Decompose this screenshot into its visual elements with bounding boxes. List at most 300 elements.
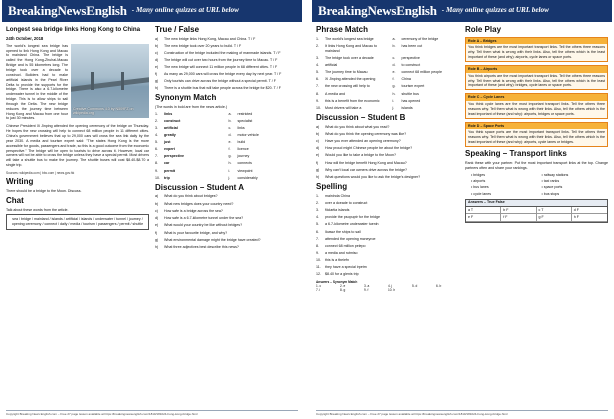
question-text: Have you ever attended an opening ceremony? <box>325 139 401 144</box>
synonym-item[interactable] <box>229 169 299 174</box>
synonym-item-word: journey <box>237 154 250 159</box>
synonym-item[interactable] <box>155 112 225 117</box>
spelling-item[interactable] <box>316 201 459 206</box>
footer-copyright[interactable]: Copyright Breaking News English.com – Free 27 page lesson available at https://breakingnewsenglish.com/1810/181024-hong-kong-bridge.html <box>316 411 508 416</box>
answer-table-row <box>466 207 607 214</box>
synonym-match-title: Synonym Match <box>155 92 217 102</box>
synonym-item[interactable] <box>155 133 225 138</box>
answer-table-cell: h F <box>573 215 579 220</box>
synonym-item[interactable] <box>229 126 299 131</box>
speaking-item[interactable]: • cycle lanes <box>471 191 492 196</box>
answer-cell: 8. g <box>340 288 346 293</box>
discussion-question <box>316 175 459 180</box>
phrase-match-item[interactable] <box>393 84 460 89</box>
phrase-item-label: j. <box>392 105 395 110</box>
right-column <box>155 26 298 407</box>
bridge-shape <box>71 77 149 92</box>
question-label: a) <box>316 124 320 129</box>
synonym-item-label: b. <box>228 118 232 123</box>
role-card-body: You think airports are the most important transport links. Tell the others three reasons why. Tell them what is wrong with their links. Also, tell the others which is the least important of these (and why): bridges, cycle lanes or space ports. <box>466 73 607 90</box>
phrase-item-label: 8. <box>316 91 319 96</box>
tf-item[interactable] <box>155 37 298 42</box>
synonym-item-label: f. <box>228 147 231 152</box>
speaking-item-text: taxi ranks <box>543 179 560 183</box>
question-text: How safe is a bridge across the sea? <box>164 208 223 213</box>
spelling-item[interactable] <box>316 272 459 277</box>
tf-item-label: a) <box>155 36 159 41</box>
answer-cell: 2. e <box>340 283 346 288</box>
discussion-question <box>155 231 298 236</box>
phrase-item-label: 6. <box>316 77 319 82</box>
speaking-item[interactable]: • railway stations <box>541 172 569 177</box>
speaking-item-text: airports <box>473 179 486 183</box>
spelling-item-text: fiiclartia islands <box>325 208 350 213</box>
question-label: c) <box>316 139 319 144</box>
phrase-item-label: a. <box>392 36 396 41</box>
answer-cell: 7. i <box>316 288 321 293</box>
synonym-item-label: 1. <box>155 111 158 116</box>
question-label: c) <box>155 208 158 213</box>
spelling-item-label: 6. <box>316 229 319 234</box>
synonym-item-word: links <box>164 111 173 116</box>
synonym-item-word: permit <box>164 168 175 173</box>
role-card <box>465 37 608 62</box>
synonym-item-label: 6. <box>155 147 158 152</box>
phrase-match-item[interactable] <box>393 63 460 68</box>
phrase-item-text: China <box>401 77 411 82</box>
true-false-list <box>155 37 298 91</box>
tf-item[interactable] <box>155 72 298 77</box>
answer-table-cell: a T <box>466 207 501 213</box>
spelling-item-label: 12. <box>316 272 321 277</box>
spelling-item[interactable] <box>316 251 459 256</box>
answer-table-cell: e F <box>466 214 501 220</box>
phrase-match-item[interactable] <box>393 77 460 82</box>
tf-item[interactable] <box>155 79 298 84</box>
page-footer <box>6 410 298 416</box>
answer-table <box>465 199 608 223</box>
role-card-heading: Role D – Space Ports <box>466 123 607 129</box>
synonym-item[interactable] <box>229 133 299 138</box>
tf-item[interactable] <box>155 86 298 91</box>
question-text: What environmental damage might the bridge have created? <box>164 237 261 242</box>
discussion-b-title: Discussion – Student B <box>316 112 406 122</box>
synonym-item-label: 9. <box>155 168 158 173</box>
synonym-item-word: connects <box>237 161 252 166</box>
spelling-item[interactable] <box>316 230 459 235</box>
spelling-item[interactable] <box>316 237 459 242</box>
phrase-match-item[interactable] <box>393 44 460 54</box>
spelling-item[interactable] <box>316 215 459 220</box>
role-card-body: You think cycle lanes are the most important transport links. Tell the others three reasons why. Tell them what is wrong with their links. Also, tell the others which is the least important of these (and why): airports, bridges or space ports. <box>466 101 607 118</box>
chat-prompt: Talk about these words from the article. <box>6 207 69 212</box>
photo-caption: Creative Commons 4.0 by N509FZ on wikipedia.org <box>73 106 134 116</box>
chat-word-box: sea / bridge / mainland / islands / artificial / islands / underwater / tunnel / journey / opening ceremony / connect / daily / media / tourism / passengers / permit / shuttle <box>6 214 149 230</box>
spelling-item-text: connect 68 million pelepo <box>325 243 366 248</box>
spelling-item[interactable] <box>316 265 459 270</box>
synonym-item-word: viewpoint <box>237 168 253 173</box>
phrase-item-text: has been cut <box>401 43 423 48</box>
question-text: Why can't local car owners drive across the bridge? <box>325 167 407 172</box>
bridge-pillar <box>91 72 94 90</box>
spelling-item-text: lloawz the ships to sail <box>325 229 361 234</box>
brand-title[interactable]: BreakingNewsEnglish <box>318 3 437 19</box>
answer-cell: 9. f <box>364 288 369 293</box>
question-text: What is your favourite bridge, and why? <box>164 230 228 235</box>
phrase-match-item[interactable] <box>316 70 383 75</box>
answer-table-cell: d F <box>573 207 579 212</box>
discussion-question <box>316 161 459 166</box>
phrase-match-item[interactable] <box>316 44 383 54</box>
role-card <box>465 65 608 90</box>
synonym-item-label: 10. <box>155 175 160 180</box>
speaking-item[interactable]: • airports <box>471 179 486 183</box>
synonym-item-label: h. <box>228 161 232 166</box>
spelling-item[interactable] <box>316 222 459 227</box>
article-paragraph-2: Chinese President Xi Jinping attended the opening ceremony of the bridge on Thursday. He hopes the new crossing will help to connect 68 million people in 11 different cities. China's government believes that up to 29,000 cars will cross the sea link daily by the year 2030. A media and tourism expert said: "The states Hong Kong is the more accessible for goods, passengers and trade, so this is a good outcome from the economic perspective." The bridge will be open to tourists to drive across it. However, local car owners will not be able to cross the bridge unless they have a special permit. Most drivers will take a shuttle bus to make the journey. The shuttle buses will cost $8.40-$8.70 a single trip. <box>6 124 149 168</box>
discussion-a-list <box>155 194 298 249</box>
discussion-b-list <box>316 125 459 180</box>
discussion-question <box>155 245 298 250</box>
discussion-question <box>155 223 298 228</box>
role-card-heading: Role C – Cycle Lanes <box>466 94 607 100</box>
synonym-item-word: considerably <box>237 175 258 180</box>
phrase-match-item[interactable] <box>393 70 460 75</box>
chat-title: Chat <box>6 195 24 205</box>
synonym-item-word: greatly <box>164 132 176 137</box>
answer-cell: 5. d <box>412 283 418 288</box>
synonym-item-word: just <box>164 140 171 145</box>
tf-item-text: Construction of the bridge included the making of manmade islands. T / F <box>164 50 281 55</box>
synonym-item[interactable] <box>229 119 299 124</box>
synonym-item[interactable] <box>229 147 299 152</box>
role-card-heading: Role B – Airports <box>466 66 607 72</box>
phrase-item-text: artificial <box>325 63 338 68</box>
spelling-item-text: a 6.7-kilometre underwater tuenln <box>325 222 379 227</box>
synonym-item[interactable] <box>155 154 225 159</box>
phrase-item-text: A media and <box>325 91 345 96</box>
spelling-item[interactable] <box>316 194 459 199</box>
phrase-match-item[interactable] <box>316 63 383 68</box>
synonym-item-label: 2. <box>155 118 158 123</box>
right-column <box>465 26 608 407</box>
phrase-match-item[interactable] <box>316 37 383 42</box>
answer-table-cell: f F <box>501 214 536 220</box>
synonym-item[interactable] <box>155 176 225 181</box>
phrase-item-label: 2. <box>316 43 319 48</box>
article-photo <box>71 44 149 118</box>
tf-item-label: c) <box>155 50 158 55</box>
phrase-match-item[interactable] <box>393 56 460 61</box>
discussion-question <box>155 216 298 221</box>
tf-item[interactable] <box>155 58 298 63</box>
phrase-item-label: d. <box>392 63 396 68</box>
tf-item-text: The new bridge links Hong Kong, Macau and China. T / F <box>164 36 256 41</box>
synonym-item-word: expert <box>164 147 175 152</box>
speaking-item[interactable]: • taxi ranks <box>541 179 560 183</box>
tf-item-label: f) <box>155 71 158 76</box>
tf-item[interactable] <box>155 44 298 49</box>
phrase-match-item[interactable] <box>393 37 460 42</box>
phrase-item-label: g. <box>392 84 396 89</box>
question-text: What do you think about what you read? <box>325 124 390 129</box>
tf-item[interactable] <box>155 51 298 56</box>
answer-table-row <box>466 214 607 221</box>
phrase-item-text: islands <box>401 105 413 110</box>
phrase-item-text: The bridge took over a decade <box>325 55 374 60</box>
question-text: How will the bridge benefit Hong Kong and Macau? <box>325 160 407 165</box>
speaking-item[interactable]: • bus stops <box>541 191 560 196</box>
discussion-a-title: Discussion – Student A <box>155 182 245 192</box>
role-play-title: Role Play <box>465 26 502 34</box>
discussion-question <box>316 139 459 144</box>
phrase-match-item[interactable] <box>393 92 460 97</box>
phrase-match-item[interactable] <box>316 84 383 89</box>
speaking-item-text: cycle lanes <box>473 191 492 196</box>
phrase-match-item[interactable] <box>393 99 460 104</box>
phrase-match-grid <box>316 37 459 111</box>
article-date: 24th October, 2018 <box>6 36 44 42</box>
phrase-match-title: Phrase Match <box>316 26 369 34</box>
footer-copyright[interactable]: Copyright Breaking News English.com – Free 27 page lesson available at https://breakingnewsenglish.com/1810/181024-hong-kong-bridge.html <box>6 411 198 416</box>
phrase-item-label: 3. <box>316 55 319 60</box>
phrase-item-text: this is a benefit from the economic <box>325 98 380 103</box>
phrase-item-label: 4. <box>316 63 319 68</box>
synonym-item-word: car <box>164 161 170 166</box>
spelling-item[interactable] <box>316 244 459 249</box>
phrase-item-label: 7. <box>316 84 319 89</box>
tf-item-label: b) <box>155 43 159 48</box>
answer-table-cell: g F <box>537 214 572 220</box>
question-text: What do you think about bridges? <box>164 194 218 199</box>
phrase-item-text: the new crossing will help to <box>325 84 370 89</box>
left-column <box>316 26 459 407</box>
question-label: g) <box>155 237 159 242</box>
phrase-item-text: connect 68 million people <box>401 70 443 75</box>
question-label: h) <box>316 175 320 180</box>
speaking-item-text: railway stations <box>543 172 569 177</box>
synonym-item-word: artificial <box>164 125 178 130</box>
question-text: How safe is a 6.7-kilometre tunnel under the sea? <box>164 216 244 221</box>
answer-cell <box>436 288 459 292</box>
phrase-match-item[interactable] <box>316 99 383 104</box>
phrase-item-label: c. <box>392 55 396 60</box>
phrase-item-label: e. <box>392 70 396 75</box>
synonym-item-label: a. <box>228 111 232 116</box>
spelling-item-label: 4. <box>316 215 319 220</box>
question-label: g) <box>316 167 320 172</box>
discussion-question <box>316 132 459 137</box>
bridge-pillar <box>121 72 124 90</box>
synonym-item-label: 5. <box>155 140 158 145</box>
synonym-item[interactable] <box>155 140 225 145</box>
phrase-match-item[interactable] <box>316 92 383 97</box>
discussion-question <box>316 125 459 130</box>
synonym-item-word: perspective <box>164 154 184 159</box>
answer-cell <box>412 288 435 292</box>
tf-item-label: g) <box>155 78 159 83</box>
role-card-heading: Role A – Bridges <box>466 38 607 44</box>
worksheet-page-2 <box>312 0 612 419</box>
question-label: e) <box>316 153 320 158</box>
discussion-question <box>316 153 459 158</box>
synonym-item-label: j. <box>228 175 231 180</box>
question-text: What would your country be like without bridges? <box>164 223 243 228</box>
answers-title: Answers – Synonym Match <box>316 279 358 284</box>
phrase-item-label: f. <box>392 77 395 82</box>
answer-table-cell: b F <box>501 207 536 213</box>
synonym-item[interactable] <box>155 126 225 131</box>
speaking-item[interactable]: • space ports <box>541 185 563 190</box>
phrase-item-text: shuttle bus <box>401 91 419 96</box>
synonym-item-label: 8. <box>155 161 158 166</box>
writing-prompt: There should be a bridge to the Moon. Discuss. <box>6 189 82 193</box>
brand-tagline: - Many online quizzes at URL below <box>131 6 239 15</box>
phrase-item-text: to construct <box>401 63 421 68</box>
synonym-item-word: restricted <box>237 111 253 116</box>
discussion-question <box>155 209 298 214</box>
phrase-item-label: 5. <box>316 70 319 75</box>
phrase-item-text: tourism expert <box>401 84 425 89</box>
answers-row <box>316 284 459 293</box>
speaking-intro: Rank these with your partner. Put the most important transport links at the top. Change partners often and share your rankings. <box>465 160 608 170</box>
phrase-match-item[interactable] <box>393 106 460 111</box>
synonym-item[interactable] <box>229 176 299 181</box>
speaking-list <box>471 173 608 197</box>
phrase-item-text: Most drivers will take a <box>325 105 362 110</box>
synonym-item-label: e. <box>228 140 232 145</box>
phrase-item-label: 1. <box>316 36 319 41</box>
phrase-item-label: 10. <box>316 105 321 110</box>
spelling-item-text: provide the psopuptr for the bridge <box>325 215 380 220</box>
spelling-item-label: 7. <box>316 236 319 241</box>
spelling-item-label: 5. <box>316 222 319 227</box>
writing-title: Writing <box>6 177 34 187</box>
synonym-item[interactable] <box>155 147 225 152</box>
synonym-item[interactable] <box>229 154 299 159</box>
synonym-item-word: trip <box>164 175 170 180</box>
question-text: What do you think the opening ceremony was like? <box>325 131 407 136</box>
question-label: d) <box>155 216 159 221</box>
spelling-item-text: they have a special irpetm <box>325 265 367 270</box>
spelling-item-label: 1. <box>316 193 319 198</box>
tf-item-text: The new bridge took over 20 years to build. T / F <box>164 43 242 48</box>
answer-cell: 10. h <box>388 288 396 293</box>
phrase-match-item[interactable] <box>316 106 383 111</box>
tf-item-label: h) <box>155 86 159 91</box>
phrase-item-text: Xi Jinping attended the opening <box>325 77 376 82</box>
phrase-item-text: ceremony of the bridge <box>401 36 439 41</box>
phrase-item-text: The world's longest sea bridge <box>325 36 374 41</box>
header-banner <box>2 0 302 22</box>
spelling-item-label: 9. <box>316 250 319 255</box>
synonym-item-label: d. <box>228 132 232 137</box>
spelling-item[interactable] <box>316 208 459 213</box>
question-text: How proud might Chinese people be about the bridge? <box>325 146 413 151</box>
question-text: What questions would you like to ask the bridge's designer? <box>325 175 421 180</box>
synonym-item[interactable] <box>155 169 225 174</box>
phrase-item-label: i. <box>392 98 395 103</box>
question-label: d) <box>316 146 320 151</box>
phrase-item-text: It links Hong Kong and Macau to mainland <box>325 43 377 53</box>
question-label: f) <box>316 160 319 165</box>
answer-cell: 4. j <box>388 283 393 288</box>
role-card-body: You think space ports are the most important transport links. Tell the others three reasons why. Tell them what is wrong with their links. Also, tell the others which is the least important of these (and why): airports, cycle lanes or bridges. <box>466 129 607 146</box>
question-text: What new bridges does your country need? <box>164 201 234 206</box>
speaking-item[interactable]: • bus lanes <box>471 185 489 190</box>
tf-item-text: Only tourists can drive across the bridge without a special permit. T / F <box>164 78 276 83</box>
speaking-title: Speaking – Transport links <box>465 149 567 159</box>
synonym-item-word: specialist <box>237 118 253 123</box>
synonym-item-label: 7. <box>155 154 158 159</box>
answer-cell: 3. a <box>364 283 370 288</box>
synonym-item-word: construct <box>164 118 181 123</box>
discussion-question <box>316 168 459 173</box>
synonym-item[interactable] <box>155 161 225 166</box>
synonym-item-word: build <box>237 140 246 145</box>
phrase-match-item[interactable] <box>316 77 383 82</box>
answer-cell: 1. c <box>316 283 322 288</box>
question-text: What three adjectives best describe this news? <box>164 245 239 250</box>
synonym-match-grid <box>155 112 298 181</box>
question-label: f) <box>155 230 158 235</box>
synonym-item-word: licence <box>237 147 249 152</box>
tf-item-text: As many as 29,000 cars will cross the bridge every day by next year. T / F <box>164 71 282 76</box>
spelling-item-label: 11. <box>316 265 321 270</box>
phrase-match-item[interactable] <box>316 56 383 61</box>
speaking-item[interactable]: • bridges <box>471 172 486 177</box>
phrase-item-text: perspective <box>401 55 420 60</box>
tf-item[interactable] <box>155 65 298 70</box>
spelling-item-text: mainlnda China <box>325 193 350 198</box>
spelling-item-label: 3. <box>316 208 319 213</box>
discussion-question <box>155 202 298 207</box>
answers-box <box>316 280 459 293</box>
synonym-item[interactable] <box>229 140 299 145</box>
role-card <box>465 122 608 147</box>
question-label: b) <box>316 131 320 136</box>
synonym-item-label: 3. <box>155 125 158 130</box>
role-cards <box>465 37 608 147</box>
article-sources: Sources: wikipedia.com | bbc.com | news.gov.hk <box>6 170 75 175</box>
question-label: h) <box>155 245 159 250</box>
article-headline: Longest sea bridge links Hong Kong to China <box>6 26 141 33</box>
synonym-item-word: links <box>237 125 245 130</box>
spelling-item-text: $8.40 for a glenis trip <box>325 272 359 277</box>
speaking-item-text: bus lanes <box>473 185 489 190</box>
question-label: b) <box>155 201 159 206</box>
brand-title[interactable]: BreakingNewsEnglish <box>8 3 127 19</box>
synonym-item[interactable] <box>155 119 225 124</box>
synonym-item[interactable] <box>229 161 299 166</box>
spelling-item[interactable] <box>316 258 459 263</box>
spelling-list <box>316 194 459 277</box>
article-paragraph-1: The world's longest sea bridge has opened to link Hong Kong and Macau to mainland China. The bridge is called the Hong Kong-Zhuhai-Macau Bridge and is 55 kilometres long. The bridge took over a decade to construct. Builders had to make artificial islands in the Pearl River Delta to provide the supports for the bridge. There is also a 6.7-kilometre underwater tunnel in the middle of the bridge. This is to allow ships to sail through the Delta. The new bridge reduces the journey time between Hong Kong and Macau from one hour to just 30 minutes. <box>6 43 68 121</box>
synonym-item[interactable] <box>229 112 299 117</box>
left-column <box>6 26 149 407</box>
answer-table-title: Answers – True False <box>466 200 607 207</box>
spelling-title: Spelling <box>316 182 348 192</box>
tf-item-label: e) <box>155 64 159 69</box>
phrase-item-text: The journey time to Macau <box>325 70 368 75</box>
tf-item-label: d) <box>155 57 159 62</box>
spelling-item-label: 10. <box>316 258 321 263</box>
spelling-item-text: this is a tbeiefn <box>325 258 349 263</box>
spelling-item-text: a media and rutmiso <box>325 250 358 255</box>
discussion-question <box>316 146 459 151</box>
synonym-item-label: i. <box>228 168 231 173</box>
spelling-item-label: 2. <box>316 200 319 205</box>
